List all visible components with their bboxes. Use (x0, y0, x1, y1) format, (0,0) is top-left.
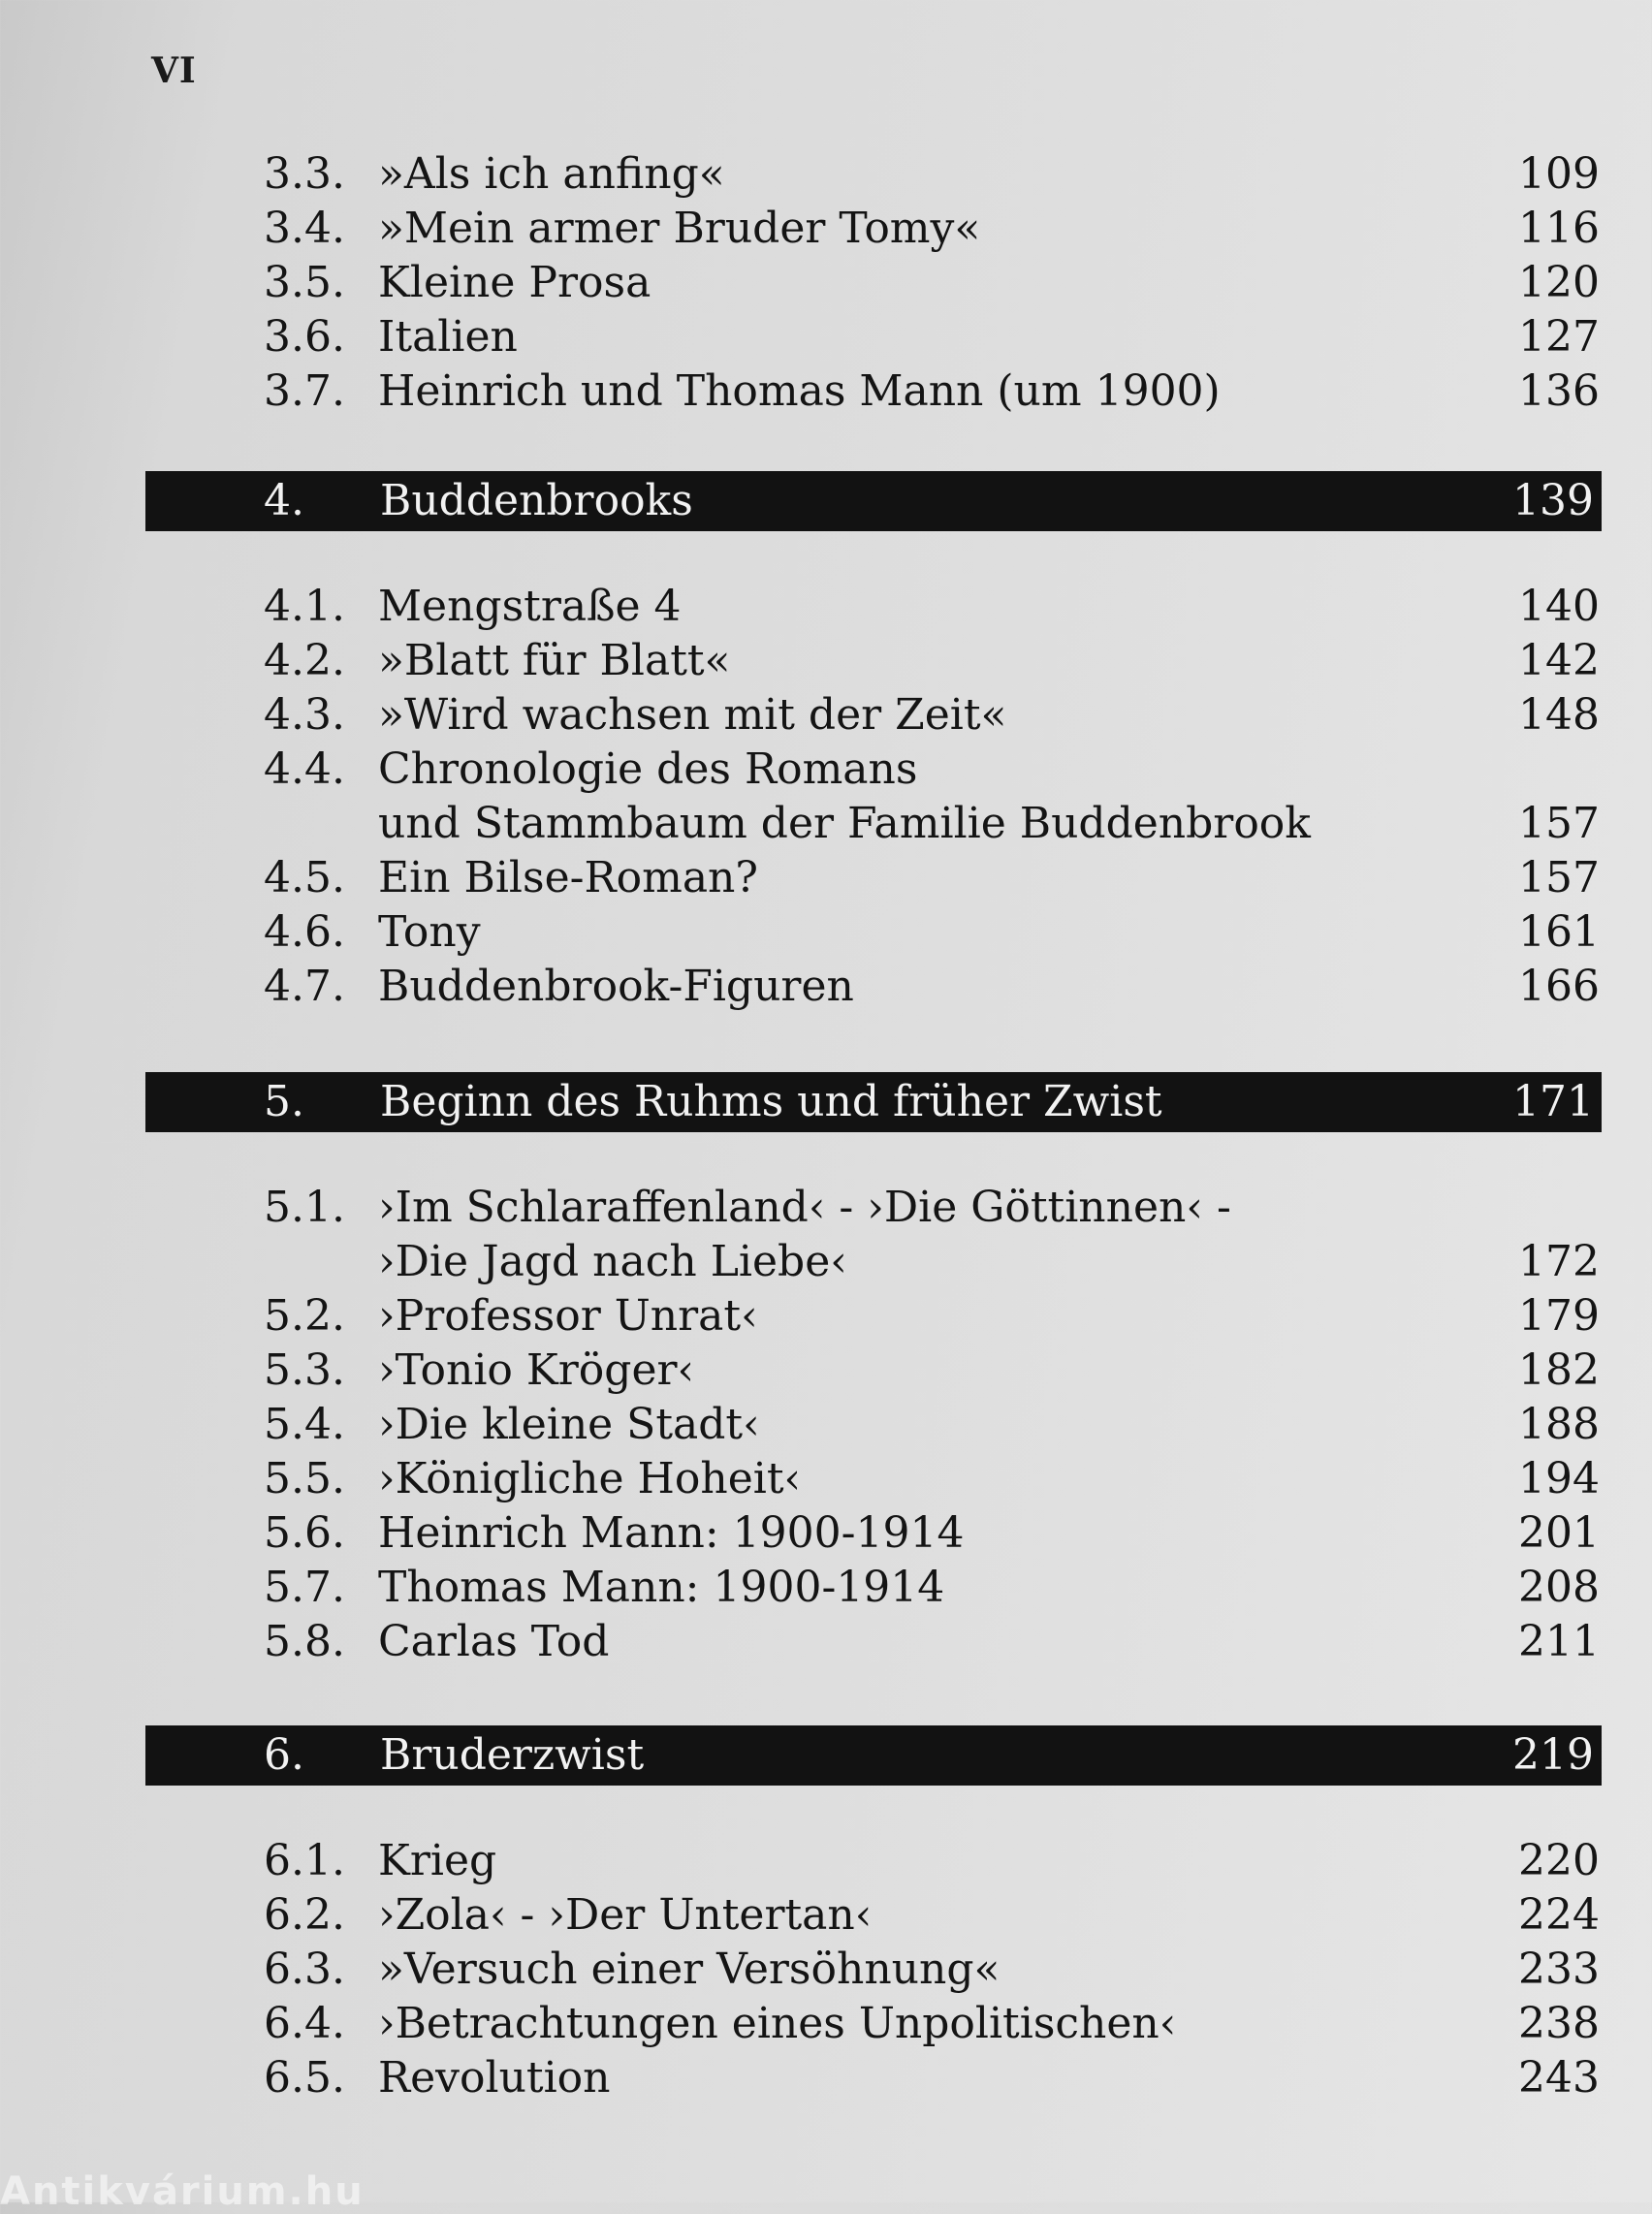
entry-title-line: Tony (378, 907, 481, 957)
toc-entry (252, 147, 1600, 202)
entry-number: 5.5. (264, 1454, 345, 1503)
entry-title-line: Kleine Prosa (378, 258, 651, 307)
entry-page: 233 (1518, 1945, 1600, 1994)
entry-title (378, 1344, 694, 1398)
entry-title-line: Chronologie des Romans (378, 744, 918, 794)
entry-title-line: »Blatt für Blatt« (378, 636, 731, 685)
entry-title (378, 1943, 1000, 1997)
entry-title (378, 743, 1311, 851)
entry-number: 5.4. (264, 1400, 345, 1449)
entry-number: 5.8. (264, 1617, 345, 1666)
chapter-number: 5. (264, 1077, 304, 1126)
toc-entry (252, 1452, 1600, 1506)
entry-page: 179 (1518, 1291, 1600, 1341)
entry-title (378, 1289, 758, 1344)
chapter-title: Bruderzwist (380, 1730, 645, 1780)
entry-page: 201 (1518, 1508, 1600, 1558)
entry-number: 6.4. (264, 1999, 345, 2048)
toc-entry (252, 256, 1600, 310)
entry-title-line: Mengstraße 4 (378, 582, 682, 631)
entry-page: 220 (1518, 1836, 1600, 1885)
entry-title-line: Heinrich Mann: 1900-1914 (378, 1508, 965, 1558)
entry-number: 4.7. (264, 962, 345, 1011)
toc-entry (252, 905, 1600, 960)
entry-title (378, 1997, 1176, 2051)
toc-entry (252, 851, 1600, 905)
chapter-title: Buddenbrooks (380, 476, 693, 525)
entry-title (378, 1561, 944, 1615)
entry-title-line: Carlas Tod (378, 1617, 610, 1666)
watermark: Antikvárium.hu (0, 2169, 365, 2214)
toc-entry (252, 688, 1600, 743)
entry-page: 208 (1518, 1563, 1600, 1612)
toc-entry (252, 1943, 1600, 1997)
entry-title-line: und Stammbaum der Familie Buddenbrook (378, 799, 1311, 848)
entry-title-line: »Versuch einer Versöhnung« (378, 1945, 1001, 1994)
entry-title-line: »Als ich anfing« (378, 149, 725, 199)
toc-entry (252, 743, 1600, 851)
toc-entry (252, 364, 1600, 419)
chapter-title: Beginn des Ruhms und früher Zwist (380, 1077, 1162, 1126)
entry-page: 161 (1518, 907, 1600, 957)
entry-title-line: ›Betrachtungen eines Unpolitischen‹ (378, 1999, 1177, 2048)
entry-number: 3.4. (264, 204, 345, 253)
entry-title-line: Revolution (378, 2053, 611, 2103)
entry-number: 3.5. (264, 258, 345, 307)
entry-page: 148 (1518, 690, 1600, 740)
page-number: VI (151, 50, 197, 91)
entry-title-line: »Mein armer Bruder Tomy« (378, 204, 981, 253)
entry-title-line: Heinrich und Thomas Mann (um 1900) (378, 366, 1221, 416)
toc-entry (252, 1289, 1600, 1344)
entry-page: 157 (1518, 799, 1600, 848)
entry-title-line: Italien (378, 312, 518, 362)
toc-entry (252, 1181, 1600, 1289)
entry-number: 5.1. (264, 1183, 345, 1232)
entry-title-line: Krieg (378, 1836, 497, 1885)
toc-entry (252, 960, 1600, 1014)
entry-page: 238 (1518, 1999, 1600, 2048)
toc-entry (252, 202, 1600, 256)
entry-page: 194 (1518, 1454, 1600, 1503)
entry-title-line: Thomas Mann: 1900-1914 (378, 1563, 945, 1612)
entry-title (378, 2051, 611, 2105)
entry-page: 120 (1518, 258, 1600, 307)
entry-number: 3.7. (264, 366, 345, 416)
toc-entry (252, 1888, 1600, 1943)
entry-number: 5.2. (264, 1291, 345, 1341)
chapter-heading (145, 1072, 1602, 1132)
entry-page: 136 (1518, 366, 1600, 416)
entry-title-line: Ein Bilse-Roman? (378, 853, 758, 902)
entry-title-line: Buddenbrook-Figuren (378, 962, 854, 1011)
entry-page: 172 (1518, 1237, 1600, 1286)
entry-title (378, 147, 725, 202)
chapter-heading (145, 471, 1602, 531)
entry-title-line: ›Professor Unrat‹ (378, 1291, 758, 1341)
entry-title-line: ›Tonio Kröger‹ (378, 1345, 695, 1395)
entry-title-line: ›Die kleine Stadt‹ (378, 1400, 760, 1449)
entry-page: 109 (1518, 149, 1600, 199)
entry-title (378, 364, 1221, 419)
chapter-number: 4. (264, 476, 304, 525)
chapter-number: 6. (264, 1730, 304, 1780)
entry-page: 211 (1518, 1617, 1600, 1666)
entry-title-line: »Wird wachsen mit der Zeit« (378, 690, 1007, 740)
entry-title-line: ›Die Jagd nach Liebe‹ (378, 1237, 847, 1286)
entry-title (378, 310, 518, 364)
entry-number: 6.3. (264, 1945, 345, 1994)
toc-entry (252, 1615, 1600, 1669)
entry-title (378, 256, 651, 310)
toc-entry (252, 310, 1600, 364)
toc-entry (252, 1344, 1600, 1398)
toc-entry (252, 1561, 1600, 1615)
toc-entry (252, 1834, 1600, 1888)
toc-entry (252, 580, 1600, 634)
entry-title (378, 1398, 760, 1452)
chapter-heading (145, 1725, 1602, 1786)
entry-title (378, 202, 980, 256)
entry-number: 4.1. (264, 582, 345, 631)
entry-title (378, 634, 730, 688)
entry-number: 3.6. (264, 312, 345, 362)
entry-number: 6.2. (264, 1890, 345, 1940)
entry-title (378, 905, 481, 960)
entry-title (378, 1506, 964, 1561)
entry-number: 4.6. (264, 907, 345, 957)
entry-title (378, 1181, 1231, 1289)
entry-page: 243 (1518, 2053, 1600, 2103)
toc-entry (252, 1506, 1600, 1561)
entry-number: 4.3. (264, 690, 345, 740)
entry-title (378, 1615, 609, 1669)
entry-number: 4.2. (264, 636, 345, 685)
entry-page: 166 (1518, 962, 1600, 1011)
chapter-page: 139 (1512, 476, 1594, 525)
entry-number: 5.3. (264, 1345, 345, 1395)
entry-page: 188 (1518, 1400, 1600, 1449)
entry-number: 4.4. (264, 744, 345, 794)
entry-title-line: ›Im Schlaraffenland‹ - ›Die Göttinnen‹ - (378, 1183, 1231, 1232)
entry-number: 3.3. (264, 149, 345, 199)
entry-page: 182 (1518, 1345, 1600, 1395)
entry-page: 140 (1518, 582, 1600, 631)
entry-page: 157 (1518, 853, 1600, 902)
entry-page: 224 (1518, 1890, 1600, 1940)
entry-number: 5.6. (264, 1508, 345, 1558)
entry-number: 6.1. (264, 1836, 345, 1885)
entry-title (378, 851, 758, 905)
toc-entry (252, 1997, 1600, 2051)
entry-title (378, 1834, 496, 1888)
entry-title (378, 1888, 872, 1943)
toc-entry (252, 2051, 1600, 2105)
entry-number: 4.5. (264, 853, 345, 902)
entry-page: 142 (1518, 636, 1600, 685)
chapter-page: 219 (1512, 1730, 1594, 1780)
entry-title (378, 960, 854, 1014)
entry-title (378, 1452, 801, 1506)
chapter-page: 171 (1512, 1077, 1594, 1126)
entry-page: 116 (1518, 204, 1600, 253)
entry-number: 5.7. (264, 1563, 345, 1612)
entry-page: 127 (1518, 312, 1600, 362)
entry-title (378, 580, 682, 634)
entry-title-line: ›Königliche Hoheit‹ (378, 1454, 802, 1503)
toc-entry (252, 1398, 1600, 1452)
entry-title (378, 688, 1006, 743)
toc-entry (252, 634, 1600, 688)
entry-number: 6.5. (264, 2053, 345, 2103)
entry-title-line: ›Zola‹ - ›Der Untertan‹ (378, 1890, 873, 1940)
